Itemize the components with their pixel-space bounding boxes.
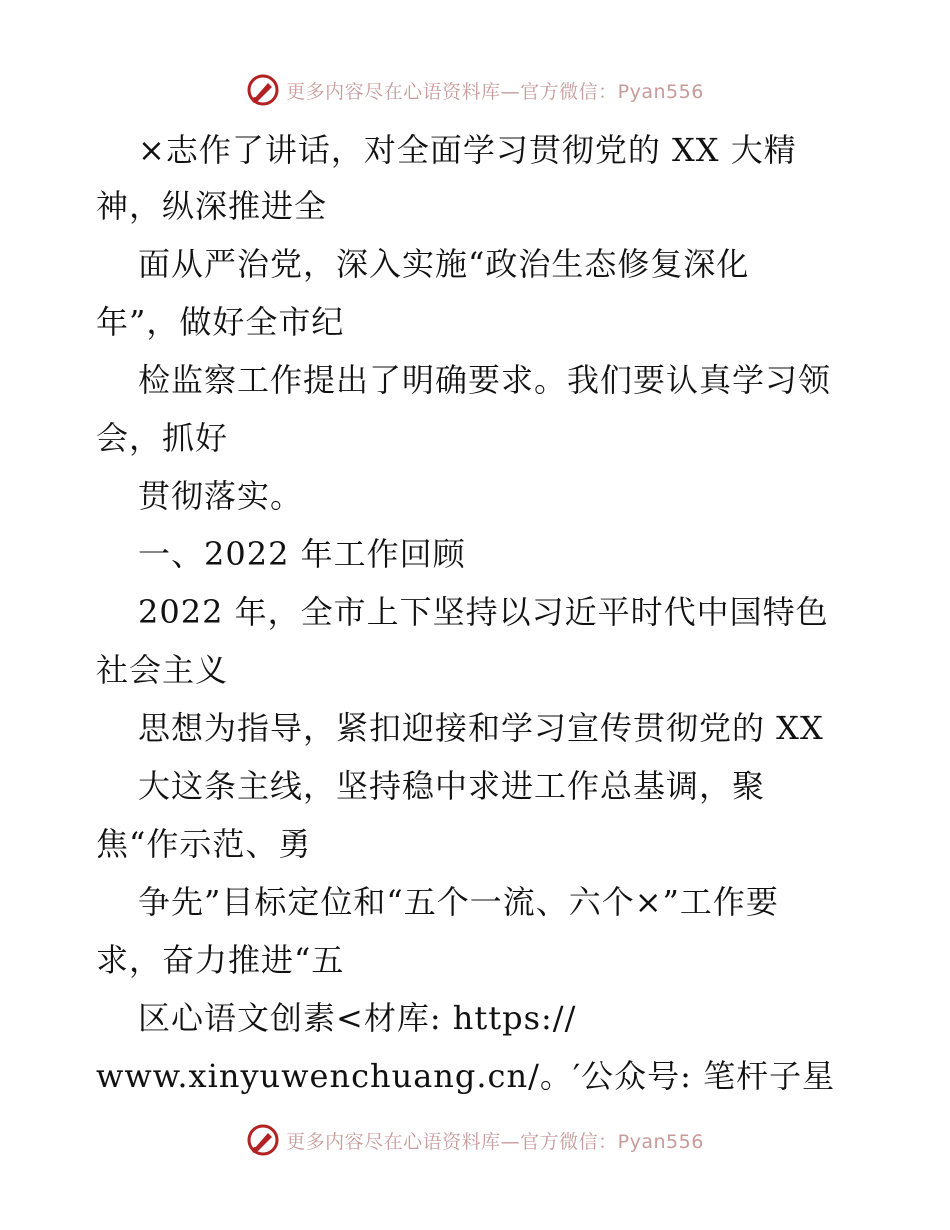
text-line: 大这条主线，坚持稳中求进工作总基调，聚 <box>138 767 766 805</box>
text-line: 区心语文创素<材库: https:// <box>138 999 577 1037</box>
text-line: ×志作了讲话，对全面学习贯彻党的 XX 大精 <box>138 131 797 169</box>
text-line: 2022 年，全市上下坚持以习近平时代中国特色 <box>138 593 829 631</box>
text-line: 会，抓好 <box>96 419 229 457</box>
text-line: www.xinyuwenchuang.cn/。′公众号: 笔杆子星 <box>96 1057 836 1095</box>
watermark-text: 更多内容尽在心语资料库—官方微信：Pyan556 <box>286 1130 704 1153</box>
watermark-banner-top <box>0 70 950 110</box>
watermark-banner-bottom <box>0 1120 950 1160</box>
section-heading: 一、2022 年工作回顾 <box>138 535 466 573</box>
text-line: 面从严治党，深入实施“政治生态修复深化 <box>138 245 750 283</box>
text-line: 社会主义 <box>96 651 229 689</box>
text-line: 神，纵深推进全 <box>96 187 328 225</box>
text-line: 思想为指导，紧扣迎接和学习宣传贯彻党的 XX <box>138 709 824 747</box>
ink-pen-logo-icon <box>246 73 280 107</box>
text-line: 检监察工作提出了明确要求。我们要认真学习领 <box>138 361 832 399</box>
watermark-text: 更多内容尽在心语资料库—官方微信：Pyan556 <box>286 80 704 103</box>
text-line: 争先”目标定位和“五个一流、六个×”工作要 <box>138 883 779 921</box>
text-line: 求，奋力推进“五 <box>96 941 345 979</box>
text-line: 焦“作示范、勇 <box>96 825 312 863</box>
text-line: 年”，做好全市纪 <box>96 303 345 341</box>
text-line: 贯彻落实。 <box>138 477 304 515</box>
ink-pen-logo-icon <box>246 1123 280 1157</box>
